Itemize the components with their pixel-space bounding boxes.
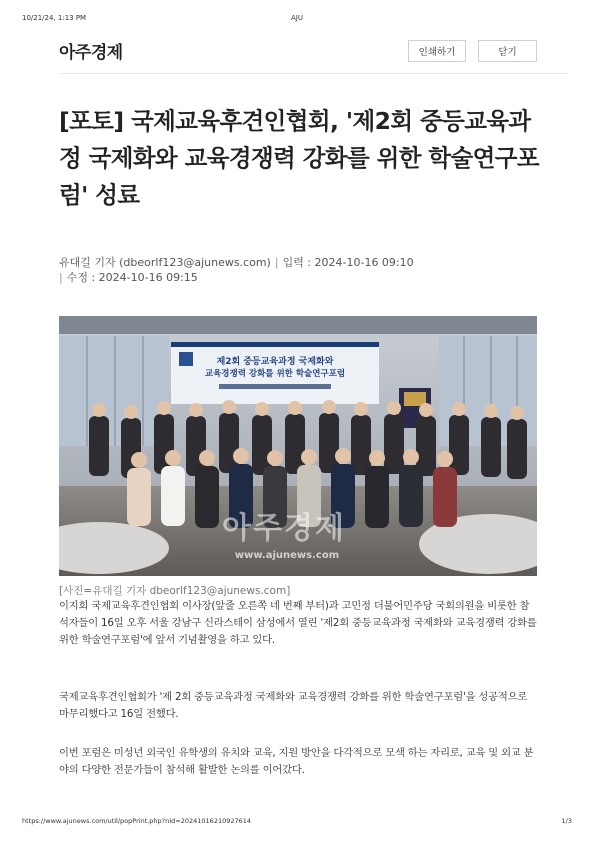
header-divider	[59, 73, 568, 74]
published-time: 입력 : 2024-10-16 09:10	[282, 256, 414, 269]
banner-text-line1: 제2회 중등교육과정 국제화와	[216, 357, 334, 367]
modified-time: 수정 : 2024-10-16 09:15	[66, 271, 198, 284]
article-title: [포토] 국제교육후견인협회, '제2회 중등교육과정 국제화와 교육경쟁력 강화를 위한 학술연구포럼' 성료	[59, 107, 539, 209]
print-datetime: 10/21/24, 1:13 PM	[22, 14, 87, 22]
print-site: AJU	[291, 14, 303, 22]
article-photo	[59, 316, 537, 576]
print-button[interactable]: 인쇄하기	[408, 40, 466, 62]
article-paragraph-3: 이번 포럼은 미성년 외국인 유학생의 유치와 교육, 지원 방안을 다각적으로 모색 하는 자리로, 교육 및 외교 분야의 다양한 전문가들이 참석해 활발한 논의를 이어갔다.	[59, 747, 534, 776]
page-number: 1/3	[561, 817, 572, 825]
site-logo[interactable]: 아주경제	[59, 43, 123, 63]
article-paragraph-1: 이지희 국제교육후견인협회 이사장(앞줄 오른쪽 네 번째 부터)과 고민정 더불어민주당 국회의원을 비롯한 참석자들이 16일 오후 서울 강남구 신라스테이 삼성에서 열린 '제2회 중등교육과정 국제화와 교육경쟁력 강화를 위한 학술연구포럼'에 앞서 기념촬영을 하고 있다.	[59, 600, 537, 646]
photo-caption: [사진=유대길 기자 dbeorlf123@ajunews.com]	[59, 585, 291, 597]
print-url: https://www.ajunews.com/util/popPrint.php?nId=20241016210927614	[22, 817, 252, 825]
photo-watermark-url: www.ajunews.com	[234, 550, 340, 561]
photo-watermark: 아주경제	[222, 511, 346, 546]
article-paragraph-2: 국제교육후견인협회가 '제 2회 중등교육과정 국제화와 교육경쟁력 강화를 위한 학술연구포럼'을 성공적으로 마무리했다고 16일 전했다.	[59, 691, 528, 720]
article-byline: 유대길 기자 (dbeorlf123@ajunews.com) | 입력 : 2024-10-16 09:10 | 수정 : 2024-10-16 09:15	[59, 256, 414, 284]
close-button[interactable]: 닫기	[478, 40, 537, 62]
print-header	[22, 14, 572, 26]
banner-text-line2: 교육경쟁력 강화를 위한 학술연구포럼	[204, 369, 346, 379]
print-footer	[22, 817, 572, 829]
author: 유대길 기자 (dbeorlf123@ajunews.com)	[59, 256, 271, 269]
